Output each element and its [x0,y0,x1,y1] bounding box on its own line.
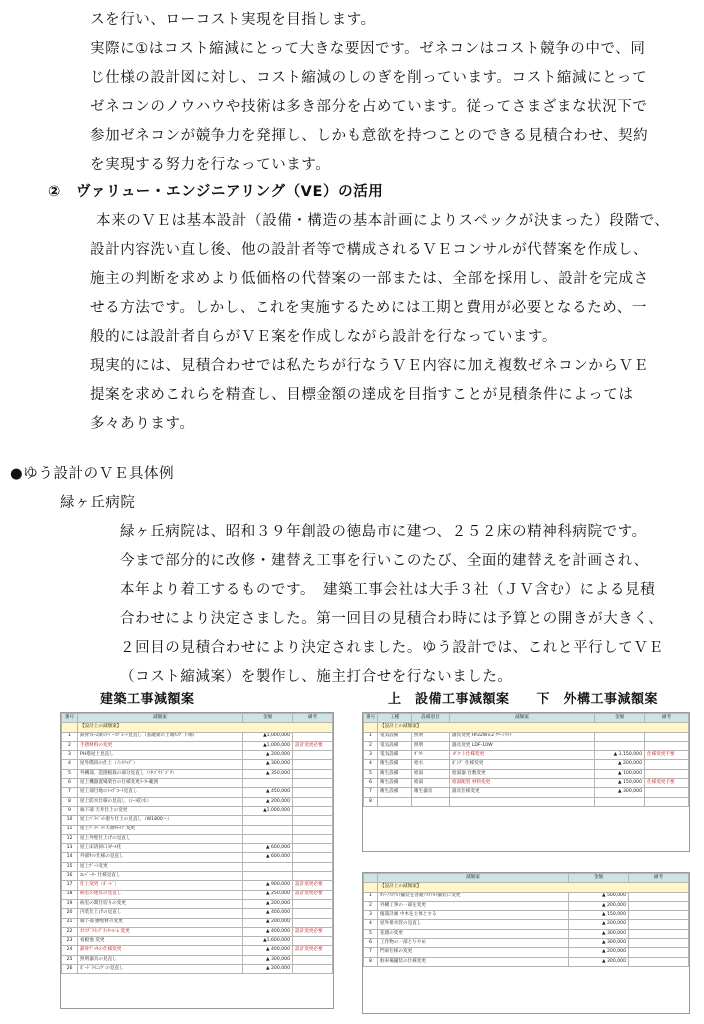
column-header: 備考 [293,714,333,723]
row-number: 4 [364,920,378,929]
row-description: 屋上ｹﾞｰﾄ変更 [78,862,243,871]
row-description: PH塔屋上見直し [78,751,243,760]
row-note: 仕様変更不要 [645,779,689,788]
row-description: 屋上外壁仕上げの見直し [78,834,243,843]
row-number: 9 [62,806,78,815]
row-description: 照明器具の見直し [78,955,243,964]
row-number: 6 [364,779,378,788]
text-line: 多々あります。 [90,416,195,432]
table-section-label: 【設計上の減額案】 [378,723,689,732]
row-trade: 電気設備 [378,741,412,750]
column-header: 金額 [243,714,293,723]
table-row [364,797,689,806]
row-description: 屋上部目地のﾄｯﾌﾟｺｰﾄ見直し [78,788,243,797]
row-amount: ▲ 200,000 [595,760,645,769]
row-number: 26 [62,965,78,974]
row-amount: ▲ 300,000 [243,955,293,964]
row-amount: ▲ 200,000 [569,901,629,910]
row-note [645,760,689,769]
row-number: 4 [364,760,378,769]
row-description: ｽﾃｲﾌﾟﾗｲﾝﾌﾟﾗﾝﾀｰﾙｰﾑ 変更 [78,927,243,936]
row-description: 看板他 変更 [78,937,243,946]
table-row [62,834,333,843]
row-number: 25 [62,955,78,964]
table-row [62,918,333,927]
row-number: 5 [364,769,378,778]
table-row [364,957,689,966]
row-description: 廊下部 天井仕上の変更 [78,806,243,815]
table-section-label: 【設計上の減額案】 [78,723,333,732]
row-number: 7 [364,788,378,797]
table-row [62,741,333,750]
column-header: 金額 [569,874,629,883]
row-amount: ▲ 600,000 [243,853,293,862]
text-line: 設計内容洗い直し後、他の設計者等で構成されるＶＥコンサルが代替案を作成し、 [90,242,648,258]
row-note [293,965,333,974]
row-amount [595,797,645,806]
table-row [364,901,689,910]
row-description: ｴﾚﾍﾞｰﾀｰ 仕様見直し [78,872,243,881]
row-number: 3 [364,751,378,760]
row-note [629,939,689,948]
table-row [62,946,333,955]
row-amount: ▲ 150,000 [595,779,645,788]
project-name: 緑ヶ丘病院 [60,495,136,511]
table-row [364,760,689,769]
row-description: 病室の建具の見直し [78,890,243,899]
row-trade: 衛生設備 [378,779,412,788]
row-note: 設計変更必要 [293,927,333,936]
row-description: 器具変更 Hf32W×2 ｸﾘｰﾝﾗｲﾄ [450,732,595,741]
text-line: せる方法です。しかし、これを実施するためには工期と費用が必要となるため、一 [90,300,647,316]
table-row [364,741,689,750]
row-item: ﾀﾞｸﾄ [412,751,450,760]
row-description: 屋上防水仕様の見直し（ｼｰﾄ防水） [78,797,243,806]
table-row [364,732,689,741]
row-note [293,825,333,834]
row-item [412,797,450,806]
row-note: 仕様変更不要 [645,751,689,760]
row-amount [243,872,293,881]
row-amount: ▲1,000,000 [243,741,293,750]
table-row [62,899,333,908]
row-number: 11 [62,825,78,834]
row-item: 衛生器具 [412,788,450,797]
table-row [364,939,689,948]
row-note [629,929,689,938]
caption-equipment-exterior: 上 設備工事減額案 下 外構工事減額案 [388,692,659,707]
row-description: 駐車場舗装の仕様変更 [378,957,569,966]
column-header: 減額案 [378,874,569,883]
row-description: ダクト仕様変更 [450,751,595,760]
table-row [62,806,333,815]
row-description: 屋上ﾊﾟﾗﾍﾟｯﾄ廻り仕上の見直し（W1800～） [78,816,243,825]
row-amount: ▲ 300,000 [569,939,629,948]
row-number: 8 [364,957,378,966]
row-description: ﾎﾞｰﾄﾞﾗｲﾆﾝｸﾞの見直し [78,965,243,974]
column-header: 金額 [595,714,645,723]
row-number: 15 [62,862,78,871]
row-note [629,892,689,901]
row-number: 14 [62,853,78,862]
table-row [62,872,333,881]
text-line: ２回目の見積合わせにより決定されました。ゆう設計では、これと平行してＶＥ [120,640,664,656]
row-note: 設計変更必要 [293,741,333,750]
row-description: 屋外階段の仕上（ﾉﾝｽﾘｯﾌﾟ） [78,760,243,769]
row-amount: ▲ 400,000 [243,927,293,936]
column-header: 減額案 [78,714,243,723]
row-amount [595,732,645,741]
row-amount: ▲ 200,000 [243,751,293,760]
row-note [293,769,333,778]
table-row [364,779,689,788]
table-row [364,911,689,920]
row-number: 5 [62,769,78,778]
row-description: 屋上機器置場架台の仕様変更ﾒｰｶｰ範囲 [78,779,243,788]
text-line: じ仕様の設計図に対し、コスト縮減のしのぎを削っています。コスト縮減にとって [90,70,648,86]
text-line: 提案を求めこれらを精査し、目標金額の達成を目指すことが見積条件によっては [90,387,634,403]
table-row [364,769,689,778]
row-description: ﾎﾟﾝﾌﾟ 仕様変更 [450,760,595,769]
table-row [62,816,333,825]
row-note [629,957,689,966]
section-title: ●ゆう設計のＶＥ具体例 [10,466,175,482]
table-row [62,909,333,918]
row-amount: ▲ 200,000 [243,918,293,927]
row-description: 屋上ﾊﾟﾗﾍﾟｯﾄ天端ｷｬｯﾌﾟ変更 [78,825,243,834]
row-amount: ▲ 900,000 [243,881,293,890]
row-amount: ▲ 300,000 [243,760,293,769]
row-description: 仕上変更（ﾎﾞｰﾄﾞ） [78,881,243,890]
row-number: 1 [364,892,378,901]
row-description: 病室の間仕切りの変更 [78,899,243,908]
row-note [293,853,333,862]
text-line: ゼネコンのノウハウや技術は多き部分を占めています。従ってさまざまな状況下で [90,99,648,115]
row-trade: 電気設備 [378,732,412,741]
text-line: 般的には設計者自らがＶＥ案を作成しながら設計を行なっています。 [90,329,557,345]
row-number: 10 [62,816,78,825]
row-note [645,741,689,750]
row-item: 給湯 [412,769,450,778]
table-architecture [60,712,334,1009]
row-description: 屋上床清掃口ｽﾁｰﾙ化 [78,844,243,853]
row-note [293,816,333,825]
row-note [293,806,333,815]
heading-ve: ② ヴァリュー・エンジニアリング（VE）の活用 [48,184,384,200]
row-description: 鉄骨ﾃﾞｯｷの仕様変更 [78,946,243,955]
row-number: 4 [62,760,78,769]
row-note [293,844,333,853]
row-note: 設計変更必要 [293,946,333,955]
table-row [364,929,689,938]
row-note [629,901,689,910]
row-description: 外構工事の一部を変更 [378,901,569,910]
row-amount [595,741,645,750]
table-row [62,844,333,853]
row-description: 手摺材料の変更 [78,741,243,750]
row-note [293,937,333,946]
row-description: 屋外排水管の見直し [378,920,569,929]
table-row [62,853,333,862]
row-number: 19 [62,899,78,908]
row-description: 花壇の変更 [378,929,569,938]
row-number: 22 [62,927,78,936]
row-amount: ▲ 200,000 [243,965,293,974]
row-amount: ▲ 1,150,000 [595,751,645,760]
row-amount: ▲ 400,000 [243,909,293,918]
table-row [62,732,333,741]
row-number: 23 [62,937,78,946]
row-description: 外構部、造園植栽の部分見直し（中ｺﾞｳﾄﾞｺﾞﾜ） [78,769,243,778]
row-description: 給湯配管 材料変更 [450,779,595,788]
text-line: 施主の判断を求めより低価格の代替案の一部または、全部を採用し、設計を完成さ [90,271,649,287]
row-note [645,769,689,778]
table-row [62,760,333,769]
table-row [62,769,333,778]
row-number: 12 [62,834,78,843]
row-number: 7 [62,788,78,797]
row-item: 照明 [412,741,450,750]
row-number: 21 [62,918,78,927]
row-trade: 電気設備 [378,751,412,760]
table-row [62,890,333,899]
table-row [62,779,333,788]
row-amount: ▲ 100,000 [595,769,645,778]
row-number: 2 [364,901,378,910]
text-line: 今まで部分的に改修・建替え工事を行いこのたび、全面的建替えを計画され、 [120,553,649,569]
row-amount: ▲1,000,000 [243,732,293,741]
table-row [364,751,689,760]
text-line: スを行い、ローコスト実現を目指します。 [90,12,376,28]
caption-architecture: 建築工事減額案 [100,692,195,707]
row-description: 門扉仕様の変更 [378,948,569,957]
table-row [62,751,333,760]
row-note [629,911,689,920]
table-section-label: 【設計上の減額案】 [378,883,689,892]
table-exterior [362,872,690,1014]
row-number: 8 [364,797,378,806]
row-number: 6 [62,779,78,788]
row-amount [243,816,293,825]
row-description: 植栽計画 中木を主体とする [378,911,569,920]
row-trade: 衛生設備 [378,788,412,797]
table-row [62,862,333,871]
table-row [364,788,689,797]
row-note [645,732,689,741]
row-note [293,732,333,741]
row-number: 1 [62,732,78,741]
row-amount [243,825,293,834]
row-amount: ▲ 350,000 [243,769,293,778]
row-amount: ▲ 400,000 [243,946,293,955]
row-description: 工作物の一部とりやめ [378,939,569,948]
text-line: を実現する努力を行なっています。 [90,157,331,173]
row-trade [378,797,412,806]
row-amount: ▲ 300,000 [569,957,629,966]
table-row [364,948,689,957]
row-number: 17 [62,881,78,890]
row-description: 器具変更 LDF-10W [450,741,595,750]
row-number: 24 [62,946,78,955]
row-number: 20 [62,909,78,918]
table-row [62,927,333,936]
table-row [62,955,333,964]
row-number: 2 [62,741,78,750]
text-line: 現実的には、見積合わせでは私たちが行なうＶＥ内容に加え複数ゼネコンからＶＥ [90,358,649,374]
row-note [293,955,333,964]
column-header: 設備項目 [412,714,450,723]
row-description [450,797,595,806]
row-number: 2 [364,741,378,750]
row-number: 18 [62,890,78,899]
row-note [629,948,689,957]
table-row [62,788,333,797]
column-header: 減額案 [450,714,595,723]
row-number: 8 [62,797,78,806]
table-row [62,797,333,806]
column-header: 備考 [645,714,689,723]
row-note [629,920,689,929]
row-number: 5 [364,929,378,938]
table-row [62,881,333,890]
row-note [293,760,333,769]
row-number: 13 [62,844,78,853]
text-line: 実際に①はコスト縮減にとって大きな要因です。ゼネコンはコスト競争の中で、同 [90,41,646,57]
row-note [293,862,333,871]
row-number: 3 [62,751,78,760]
row-item: 給湯 [412,779,450,788]
row-description: 鉄骨ﾌﾚｰﾑ梁のﾍﾞｰｽﾌﾟﾚｰﾄ見直し（基礎梁の上端ｽﾗﾌﾞ下端） [78,732,243,741]
row-note [293,909,333,918]
row-trade: 衛生設備 [378,769,412,778]
row-note: 設計変更必要 [293,890,333,899]
table-row [62,965,333,974]
row-amount: ▲ 200,000 [243,797,293,806]
table-equipment [362,712,690,852]
row-note [293,797,333,806]
row-number: 16 [62,872,78,881]
text-line: 合わせにより決定さました。第一回目の見積合わ時には予算との開きが大きく、 [120,611,664,627]
row-note [293,899,333,908]
column-header: 備考 [629,874,689,883]
text-line: 本来のＶＥは基本設計（設備・構造の基本計画によりスペックが決まった）段階で、 [96,213,670,229]
row-amount: ▲ 500,000 [569,892,629,901]
row-amount: ▲ 450,000 [243,788,293,797]
row-description: ｶﾗｰｱｽﾌｧﾙﾄ舗装を普通ｱｽﾌｧﾙﾄ舗装に変更 [378,892,569,901]
row-trade: 衛生設備 [378,760,412,769]
row-amount: ▲ 200,000 [569,948,629,957]
row-note [293,834,333,843]
text-line: （コスト縮減案）を製作し、施主打合せを行ないました。 [120,669,513,685]
row-description: 外部ｻｯｼ仕様の見直し [78,853,243,862]
row-amount: ▲ 200,000 [569,920,629,929]
row-amount: ▲1,000,000 [243,806,293,815]
row-amount: ▲ 200,000 [243,899,293,908]
text-line: 緑ヶ丘病院は、昭和３９年創設の徳島市に建つ、２５２床の精神科病院です。 [120,524,647,540]
row-amount: ▲ 250,000 [243,890,293,899]
row-description: 器具仕様変更 [450,788,595,797]
row-note [293,872,333,881]
text-line: 参加ゼネコンが競争力を発揮し、しかも意欲を持つことのできる見積合わせ、契約 [90,128,649,144]
table-row [62,937,333,946]
row-number: 6 [364,939,378,948]
row-number: 3 [364,911,378,920]
column-header: 番号 [62,714,78,723]
row-description: 廊下部 腰壁材の変更 [78,918,243,927]
row-note: 設計変更必要 [293,881,333,890]
row-amount [243,834,293,843]
table-row [364,920,689,929]
row-note [293,788,333,797]
table-row [62,825,333,834]
row-note [293,751,333,760]
row-number: 7 [364,948,378,957]
row-amount: ▲1,600,000 [243,937,293,946]
column-header: 番号 [364,714,378,723]
row-note [645,797,689,806]
row-amount [243,862,293,871]
row-amount [243,779,293,788]
row-description: 給湯器 台数変更 [450,769,595,778]
row-item: 照明 [412,732,450,741]
row-amount: ▲ 300,000 [569,929,629,938]
row-number: 1 [364,732,378,741]
row-amount: ▲ 600,000 [243,844,293,853]
row-note [645,788,689,797]
row-note [293,779,333,788]
table-row [364,892,689,901]
row-item: 給水 [412,760,450,769]
row-note [293,918,333,927]
row-amount: ▲ 300,000 [595,788,645,797]
row-amount: ▲ 150,000 [569,911,629,920]
text-line: 本年より着工するものです。 建築工事会社は大手３社（ＪＶ含む）による見積 [120,582,656,598]
column-header [364,874,378,883]
column-header: 工種 [378,714,412,723]
row-description: 内装仕上げの見直し [78,909,243,918]
